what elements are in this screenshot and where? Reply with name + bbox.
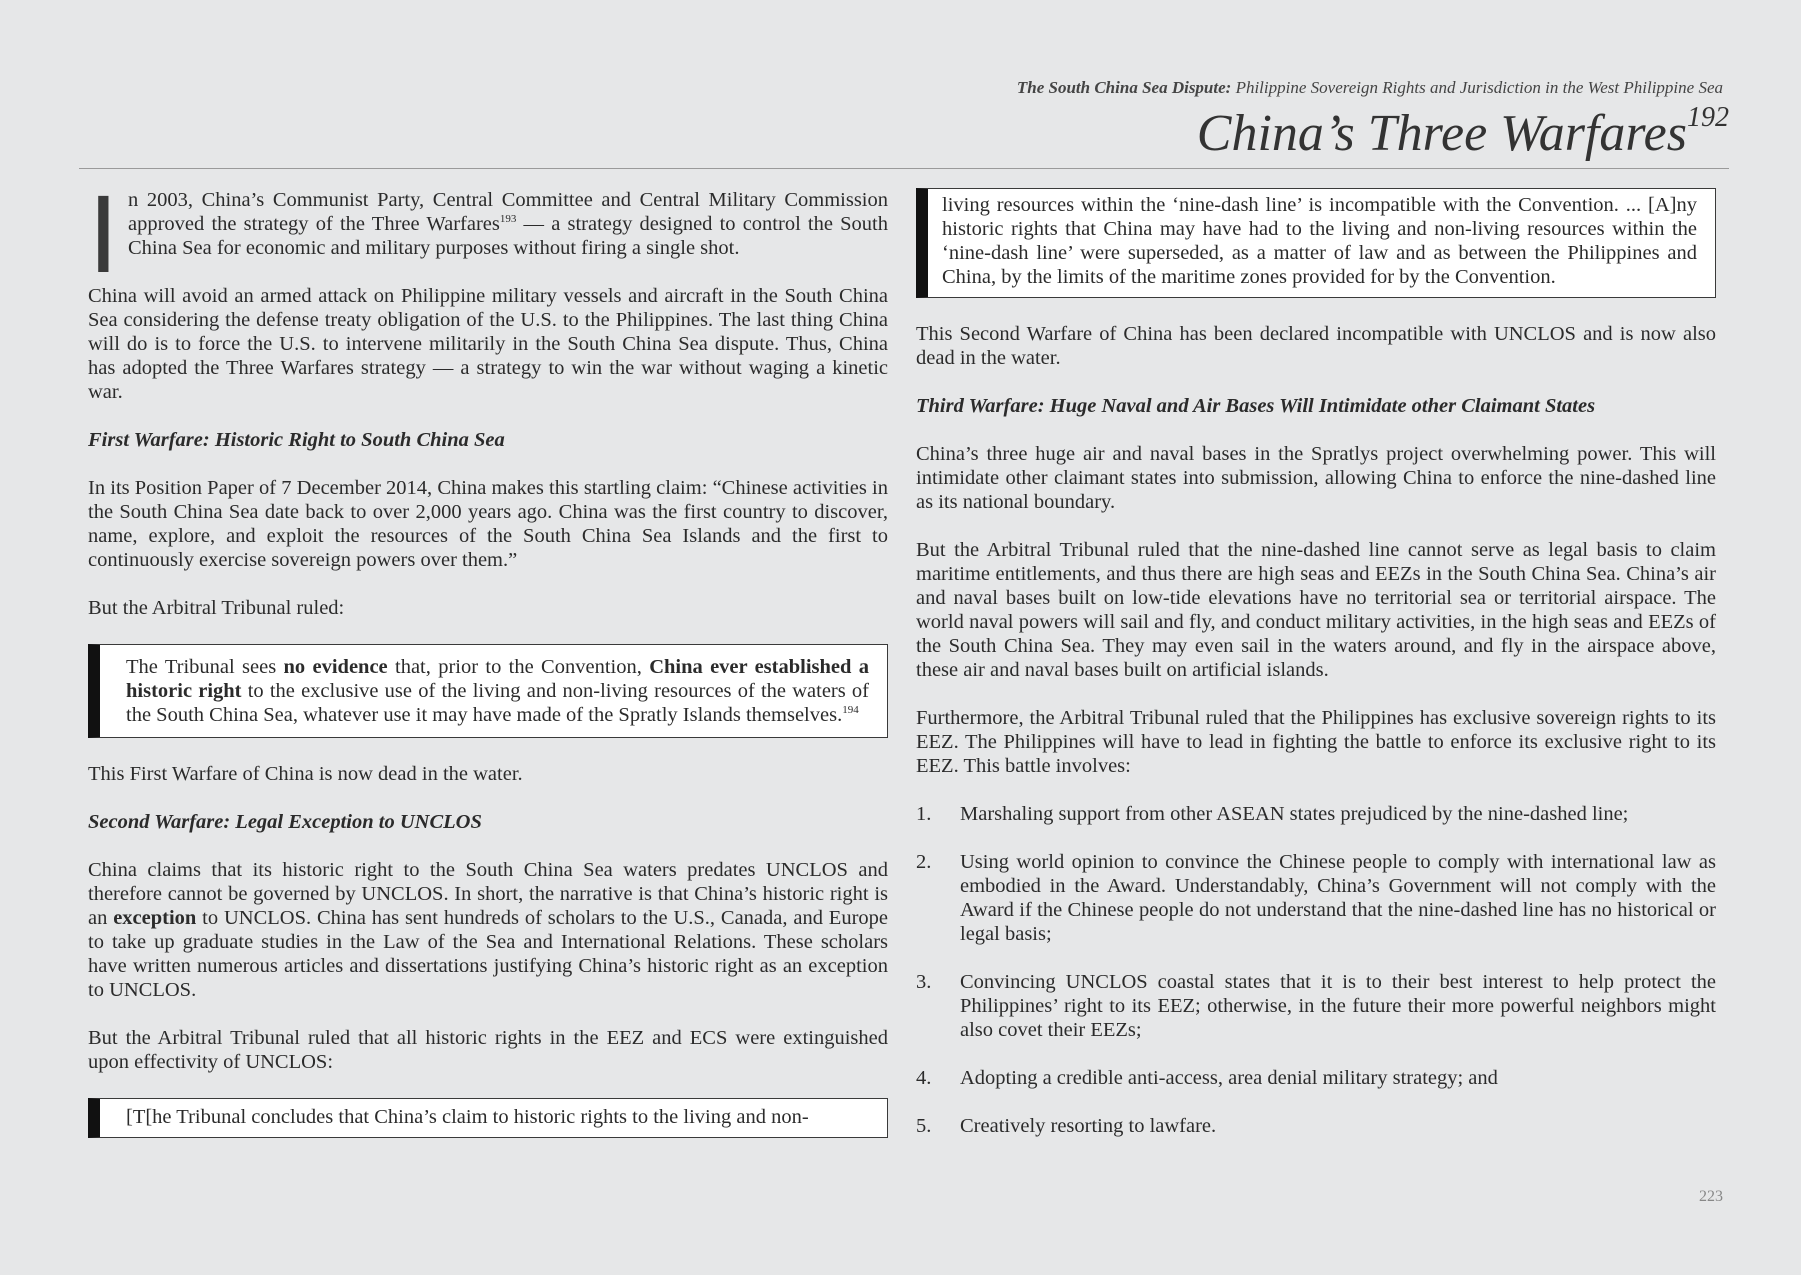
paragraph: But the Arbitral Tribunal ruled:: [88, 597, 345, 619]
quote-text: The Tribunal sees no evidence that, prior to the Convention, China ever established a historic right to the exclusive use of the living and non-living resources of the waters of the South China Sea, whatever use it may have made of the Spratly Islands themselves.$^{194}$: [126, 656, 869, 726]
battle-list: [916, 802, 1716, 1138]
paragraph: This Second Warfare of China has been declared incompatible with UNCLOS and is now also dead in the water.: [916, 323, 1716, 369]
list-number: 4.: [916, 1067, 932, 1089]
emphasis: exception: [113, 907, 197, 929]
chapter-title-text: China’s Three Warfares: [1196, 105, 1687, 162]
list-item: [916, 1066, 1716, 1090]
intro-text: n 2003, China’s Communist Party, Central Committee and Central Military Commission approved the strategy of the Three Warfares: [128, 189, 888, 235]
list-number: 2.: [916, 851, 932, 873]
paragraph: This First Warfare of China is now dead in the water.: [88, 763, 523, 785]
chapter-title: [1197, 104, 1729, 164]
list-number: 1.: [916, 803, 932, 825]
running-head-title: The South China Sea Dispute:: [1016, 78, 1232, 97]
block-quote-continued: [916, 188, 1716, 298]
paragraph: In its Position Paper of 7 December 2014, China makes this startling claim: “Chinese activities in the South China Sea date back to over 2,000 years ago. China was the first country to discover, name, explore, and exploit the resources of the South China Sea Islands and the first to continuously exercise sovereign powers over them.”: [88, 477, 888, 571]
list-text: Convincing UNCLOS coastal states that it is to their best interest to help protect the Philippines’ right to its EEZ; otherwise, in the future their more powerful neighbors might also covet their EEZs;: [960, 971, 1716, 1041]
left-column: [88, 175, 888, 1162]
footnote-ref[interactable]: 193: [499, 213, 517, 226]
page-number: 223: [1699, 1188, 1723, 1205]
list-text: Marshaling support from other ASEAN states prejudiced by the nine-dashed line;: [960, 803, 1629, 825]
paragraph: Furthermore, the Arbitral Tribunal ruled that the Philippines has exclusive sovereign rights to its EEZ. The Philippines will have to lead in fighting the battle to enforce its exclusive right to its EEZ. This battle involves:: [916, 707, 1716, 777]
list-item: [916, 802, 1716, 826]
list-number: 3.: [916, 971, 932, 993]
section-heading: Third Warfare: Huge Naval and Air Bases Will Intimidate other Claimant States: [916, 395, 1596, 417]
quote-text: living resources within the ‘nine-dash line’ is incompatible with the Convention. ... [A]ny historic rights that China may have had to the living and non-living resources within the ‘nine-dash line’ were superseded, as a matter of law and as between the Philippines and China, by the limits of the maritime zones provided for by the Convention.: [942, 194, 1697, 288]
list-item: [916, 850, 1716, 946]
footnote-ref[interactable]: 192: [1687, 102, 1729, 133]
paragraph: China’s three huge air and naval bases in the Spratlys project overwhelming power. This will intimidate other claimant states into submission, allowing China to enforce the nine-dashed line as its national boundary.: [916, 443, 1716, 513]
header-divider: [79, 168, 1729, 169]
running-head-subtitle: Philippine Sovereign Rights and Jurisdiction in the West Philippine Sea: [1231, 78, 1723, 97]
paragraph: China will avoid an armed attack on Philippine military vessels and aircraft in the South China Sea considering the defense treaty obligation of the U.S. to the Philippines. The last thing China will do is to force the U.S. to intervene militarily in the South China Sea dispute. Thus, China has adopted the Three Warfares strategy — a strategy to win the war without waging a kinetic war.: [88, 285, 888, 403]
list-item: [916, 970, 1716, 1042]
intro-paragraph: [88, 175, 888, 297]
paragraph: But the Arbitral Tribunal ruled that the nine-dashed line cannot serve as legal basis to claim maritime entitlements, and thus there are high seas and EEZs in the South China Sea. China’s air and naval bases built on low-tide elevations have no territorial sea or territorial airspace. The world naval powers will sail and fly, and conduct military activities, in the high seas and EEZs of the South China Sea. They may even sail in the waters around, and fly in the airspace above, these air and naval bases built on artificial islands.: [916, 539, 1716, 681]
list-text: Using world opinion to convince the Chinese people to comply with international law as embodied in the Award. Understandably, China’s Government will not comply with the Award if the Chinese people do not understand that the nine-dashed line has no historical or legal basis;: [960, 851, 1716, 945]
section-heading: First Warfare: Historic Right to South China Sea: [88, 429, 505, 451]
list-number: 5.: [916, 1115, 932, 1137]
paragraph: But the Arbitral Tribunal ruled that all historic rights in the EEZ and ECS were extinguished upon effectivity of UNCLOS:: [88, 1027, 888, 1073]
list-text: Creatively resorting to lawfare.: [960, 1115, 1217, 1137]
footnote-ref[interactable]: 194: [842, 704, 859, 717]
paragraph: China claims that its historic right to the South China Sea waters predates UNCLOS and therefore cannot be governed by UNCLOS. In short, the narrative is that China’s historic right is an exception to UNCLOS. China has sent hundreds of scholars to the U.S., Canada, and Europe to take up graduate studies in the Law of the Sea and International Relations. These scholars have written numerous articles and dissertations justifying China’s historic right as an exception to UNCLOS.: [88, 859, 888, 1001]
list-item: [916, 1114, 1716, 1138]
emphasis: no evidence: [283, 656, 388, 678]
emphasis: China ever established a historic right: [126, 656, 869, 702]
block-quote: [88, 1098, 888, 1138]
drop-cap: I: [88, 175, 119, 297]
running-head: [1017, 78, 1723, 98]
section-heading: Second Warfare: Legal Exception to UNCLOS: [88, 811, 482, 833]
block-quote: [88, 644, 888, 738]
intro-text-cont: — a strategy designed to control the South China Sea for economic and military purposes without firing a single shot.: [128, 213, 888, 259]
list-text: Adopting a credible anti-access, area denial military strategy; and: [960, 1067, 1498, 1089]
quote-text: [T[he Tribunal concludes that China’s claim to historic rights to the living and non-: [126, 1106, 809, 1128]
right-column: [916, 188, 1716, 1162]
